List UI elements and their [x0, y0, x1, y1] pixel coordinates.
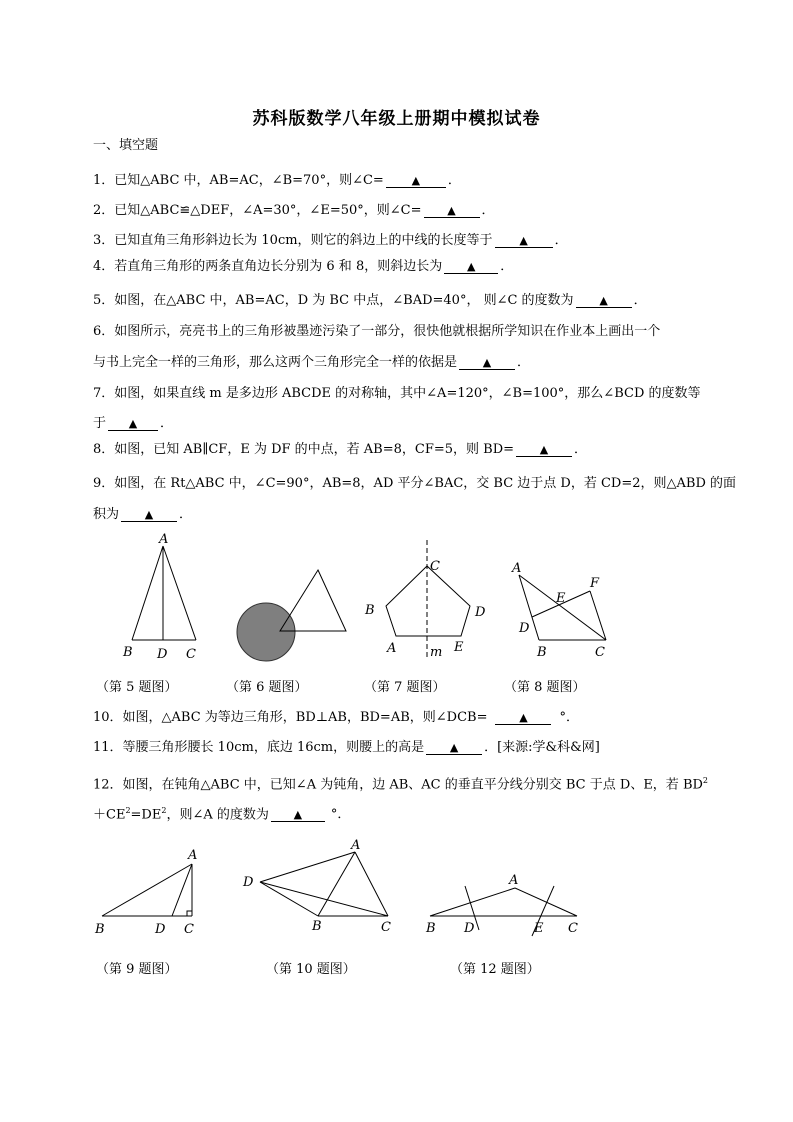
- answer-blank[interactable]: [576, 293, 632, 308]
- question-6-line-1: 6．如图所示，亮亮书上的三角形被墨迹污染了一部分，很快他就根据所学知识在作业本上画出一个: [93, 324, 661, 339]
- label-a: A: [387, 641, 397, 656]
- blank-triangle-icon: ▲: [449, 741, 459, 754]
- answer-blank[interactable]: [386, 173, 446, 188]
- answer-blank[interactable]: [495, 233, 553, 248]
- label-c: C: [381, 920, 391, 935]
- pentagon: [386, 566, 470, 636]
- figure-12: [422, 866, 592, 941]
- label-b: B: [123, 645, 133, 660]
- figure-8: [508, 560, 613, 662]
- right-angle-mark: [187, 911, 192, 916]
- page-title: 苏科版数学八年级上册期中模拟试卷: [252, 109, 541, 129]
- label-m: m: [430, 645, 443, 660]
- caption-fig9: （第 9 题图）: [96, 962, 178, 977]
- question-1: 1．已知△ABC 中，AB=AC，∠B=70°，则∠C= ▲ ．: [93, 173, 461, 188]
- answer-blank[interactable]: [121, 507, 177, 522]
- label-d: D: [155, 922, 166, 937]
- label-c: C: [430, 559, 440, 574]
- label-d: D: [243, 875, 254, 890]
- segment-ac: [515, 888, 577, 916]
- blank-triangle-icon: ▲: [447, 204, 456, 217]
- question-5: 5．如图，在△ABC 中，AB=AC，D 为 BC 中点，∠BAD=40°， 则∠C 的度数为 ▲ ．: [93, 293, 647, 308]
- segment-cf: [590, 591, 606, 640]
- label-e: E: [556, 591, 566, 606]
- ink-blot: [237, 603, 295, 661]
- question-3: 3．已知直角三角形斜边长为 10cm，则它的斜边上的中线的长度等于 ▲ ．: [93, 233, 568, 248]
- answer-blank[interactable]: [426, 740, 482, 755]
- label-d: D: [519, 621, 530, 636]
- question-12-line-2: $+CE^2=DE^2$，则∠A 的度数为 ▲ °．: [93, 806, 351, 823]
- blank-triangle-icon: ▲: [519, 234, 528, 247]
- question-6-line-2: 与书上完全一样的三角形，那么这两个三角形完全一样的依据是 ▲ ．: [93, 355, 531, 370]
- caption-fig7: （第 7 题图）: [364, 680, 446, 695]
- figure-10: [240, 838, 400, 938]
- label-b: B: [365, 603, 375, 618]
- question-text: 8．如图，已知 AB∥CF，E 为 DF 的中点，若 AB=8，CF=5，则 BD=: [93, 442, 515, 457]
- blank-triangle-icon: ▲: [482, 356, 492, 369]
- segment-ab: [102, 864, 192, 916]
- question-12-line-1: 12．如图，在钝角△ABC 中，已知∠A 为钝角，边 AB、AC 的垂直平分线分别交 BC 于点 D、E，若 $BD^2$: [93, 776, 709, 793]
- question-2: 2．已知△ABC≌△DEF，∠A=30°，∠E=50°，则∠C= ▲ ．: [93, 203, 495, 218]
- question-text: 3．已知直角三角形斜边长为 10cm，则它的斜边上的中线的长度等于: [93, 233, 493, 248]
- label-b: B: [95, 922, 105, 937]
- answer-blank[interactable]: [495, 710, 551, 725]
- caption-fig10: （第 10 题图）: [266, 962, 356, 977]
- label-c: C: [595, 645, 605, 660]
- question-text: 4．若直角三角形的两条直角边长分别为 6 和 8，则斜边长为: [93, 259, 443, 274]
- label-c: C: [186, 647, 196, 662]
- label-a: A: [159, 532, 169, 547]
- figure-7: [360, 538, 495, 663]
- blank-triangle-icon: ▲: [599, 294, 608, 307]
- blank-triangle-icon: ▲: [539, 443, 549, 456]
- caption-fig8: （第 8 题图）: [504, 680, 586, 695]
- label-a: A: [509, 873, 519, 888]
- segment-ac: [163, 546, 196, 640]
- caption-fig12: （第 12 题图）: [450, 962, 540, 977]
- blank-triangle-icon: ▲: [519, 711, 528, 724]
- question-9-line-1: 9．如图，在 Rt△ABC 中，∠C=90°，AB=8，AD 平分∠BAC，交 BC 边于点 D，若 CD=2，则△ABD 的面: [93, 476, 736, 491]
- question-4: 4．若直角三角形的两条直角边长分别为 6 和 8，则斜边长为 ▲ ．: [93, 259, 514, 274]
- question-11: 11．等腰三角形腰长 10cm，底边 16cm，则腰上的高是 ▲ ．[来源:学&科&网]: [93, 740, 600, 755]
- segment-db: [260, 882, 318, 916]
- segment-ab: [132, 546, 163, 640]
- blank-triangle-icon: ▲: [144, 508, 154, 521]
- question-9-line-2: 积为 ▲ ．: [93, 507, 193, 522]
- figure-5: [120, 530, 210, 665]
- caption-fig5: （第 5 题图）: [96, 680, 178, 695]
- blank-triangle-icon: ▲: [293, 808, 303, 822]
- question-8: 8．如图，已知 AB∥CF，E 为 DF 的中点，若 AB=8，CF=5，则 BD= ▲ ．: [93, 442, 588, 457]
- question-text: 5．如图，在△ABC 中，AB=AC，D 为 BC 中点，∠BAD=40°， 则∠C 的度数为: [93, 293, 574, 308]
- figure-6: [232, 565, 350, 665]
- answer-blank[interactable]: [516, 442, 572, 457]
- segment-ac: [355, 852, 388, 916]
- label-e: E: [454, 640, 464, 655]
- label-b: B: [537, 645, 547, 660]
- label-d: D: [157, 647, 168, 662]
- label-d: D: [475, 605, 486, 620]
- label-a: A: [188, 848, 198, 863]
- question-text: 1．已知△ABC 中，AB=AC，∠B=70°，则∠C=: [93, 173, 384, 188]
- answer-blank[interactable]: [444, 259, 498, 274]
- figure-9: [92, 842, 212, 937]
- caption-fig6: （第 6 题图）: [226, 680, 308, 695]
- segment-dc: [260, 882, 388, 916]
- section-heading: 一、填空题: [93, 138, 159, 153]
- label-b: B: [426, 921, 436, 936]
- answer-blank[interactable]: [108, 416, 158, 431]
- question-7-line-1: 7．如图，如果直线 m 是多边形 ABCDE 的对称轴，其中∠A=120°，∠B=100°，那么∠BCD 的度数等: [93, 386, 701, 401]
- label-a: A: [512, 561, 522, 576]
- answer-blank[interactable]: [424, 203, 480, 218]
- label-c: C: [568, 921, 578, 936]
- label-f: F: [590, 576, 600, 591]
- question-text: 2．已知△ABC≌△DEF，∠A=30°，∠E=50°，则∠C=: [93, 203, 422, 218]
- label-c: C: [184, 922, 194, 937]
- question-text: 11．等腰三角形腰长 10cm，底边 16cm，则腰上的高是: [93, 740, 425, 755]
- answer-blank[interactable]: [459, 355, 515, 370]
- question-7-line-2: 于 ▲ ．: [93, 416, 174, 431]
- blank-triangle-icon: ▲: [128, 417, 138, 430]
- blank-triangle-icon: ▲: [466, 260, 476, 273]
- segment-ad: [172, 864, 192, 916]
- label-b: B: [312, 919, 322, 934]
- label-a: A: [351, 838, 361, 853]
- segment-ab: [430, 888, 515, 916]
- label-e: E: [534, 921, 544, 936]
- question-10: 10．如图，△ABC 为等边三角形，BD⊥AB，BD=AB，则∠DCB= ▲ °．: [93, 710, 579, 725]
- blank-triangle-icon: ▲: [411, 174, 421, 187]
- label-d: D: [464, 921, 475, 936]
- answer-blank[interactable]: [271, 807, 325, 822]
- question-text: 10．如图，△ABC 为等边三角形，BD⊥AB，BD=AB，则∠DCB=: [93, 710, 488, 725]
